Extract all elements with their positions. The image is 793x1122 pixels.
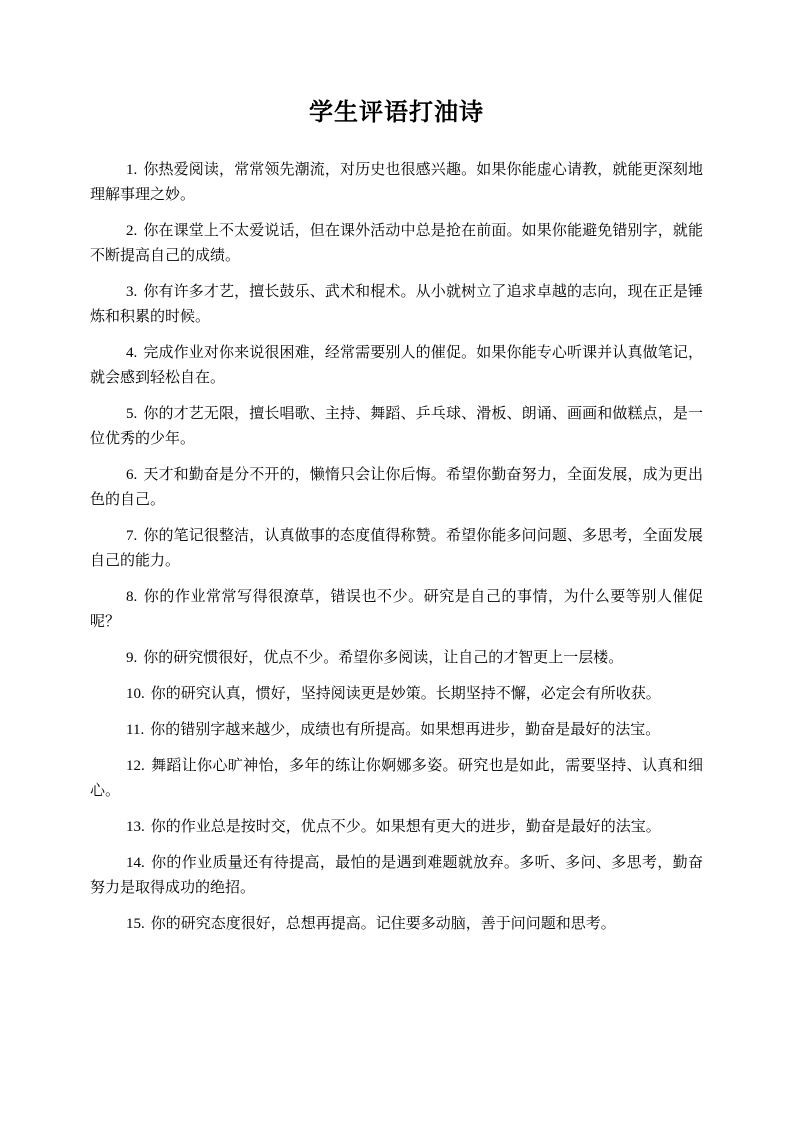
item-text: 你热爱阅读，常常领先潮流，对历史也很感兴趣。如果你能虚心请教，就能更深刻地理解事理之妙。 — [90, 162, 703, 203]
item-text: 你的才艺无限，擅长唱歌、主持、舞蹈、乒乓球、滑板、朗诵、画画和做糕点，是一位优秀的少年。 — [90, 406, 703, 447]
comment-item — [90, 815, 703, 840]
document-title: 学生评语打油诗 — [309, 98, 484, 126]
comment-item — [90, 851, 703, 901]
item-text: 天才和勤奋是分不开的，懒惰只会让你后悔。希望你勤奋努力，全面发展，成为更出色的自己。 — [90, 467, 703, 508]
comment-item — [90, 463, 703, 513]
comment-item — [90, 158, 703, 208]
item-number: 13. — [126, 819, 145, 835]
item-number: 4. — [126, 345, 138, 361]
item-number: 3. — [126, 284, 138, 300]
item-text: 你的作业质量还有待提高，最怕的是遇到难题就放弃。多听、多问、多思考，勤奋努力是取得成功的绝招。 — [90, 855, 703, 896]
comment-item — [90, 682, 703, 707]
comment-list — [90, 158, 703, 937]
item-text: 你的作业总是按时交，优点不少。如果想有更大的进步，勤奋是最好的法宝。 — [150, 819, 661, 835]
comment-item — [90, 280, 703, 330]
comment-item — [90, 219, 703, 269]
item-number: 14. — [126, 855, 145, 871]
item-text: 你的错别字越来越少，成绩也有所提高。如果想再进步，勤奋是最好的法宝。 — [150, 722, 661, 738]
item-text: 完成作业对你来说很困难，经常需要别人的催促。如果你能专心听课并认真做笔记，就会感到轻松自在。 — [90, 345, 703, 386]
comment-item — [90, 718, 703, 743]
item-text: 你的研究态度很好，总想再提高。记住要多动脑，善于问问题和思考。 — [150, 916, 616, 932]
item-text: 你的笔记很整洁，认真做事的态度值得称赞。希望你能多问问题、多思考，全面发展自己的能力。 — [90, 528, 703, 569]
item-text: 舞蹈让你心旷神怡，多年的练让你婀娜多姿。研究也是如此，需要坚持、认真和细心。 — [90, 758, 703, 799]
item-text: 你的作业常常写得很潦草，错误也不少。研究是自己的事情，为什么要等别人催促呢？ — [90, 589, 703, 630]
item-number: 9. — [126, 650, 138, 666]
comment-item — [90, 912, 703, 937]
comment-item — [90, 341, 703, 391]
item-number: 15. — [126, 916, 145, 932]
item-number: 7. — [126, 528, 138, 544]
item-number: 1. — [126, 162, 138, 178]
comment-item — [90, 754, 703, 804]
comment-item — [90, 585, 703, 635]
item-number: 6. — [126, 467, 138, 483]
item-number: 12. — [126, 758, 145, 774]
item-number: 10. — [126, 686, 145, 702]
item-number: 5. — [126, 406, 138, 422]
comment-item — [90, 402, 703, 452]
item-number: 8. — [126, 589, 138, 605]
comment-item — [90, 524, 703, 574]
item-text: 你在课堂上不太爱说话，但在课外活动中总是抢在前面。如果你能避免错别字，就能不断提高自己的成绩。 — [90, 223, 703, 264]
item-number: 2. — [126, 223, 138, 239]
item-text: 你的研究认真，惯好，坚持阅读更是妙策。长期坚持不懈，必定会有所收获。 — [150, 686, 661, 702]
item-text: 你有许多才艺，擅长鼓乐、武术和棍术。从小就树立了追求卓越的志向，现在正是锤炼和积累的时候。 — [90, 284, 703, 325]
item-number: 11. — [126, 722, 145, 738]
comment-item — [90, 646, 703, 671]
item-text: 你的研究惯很好，优点不少。希望你多阅读，让自己的才智更上一层楼。 — [143, 650, 624, 666]
